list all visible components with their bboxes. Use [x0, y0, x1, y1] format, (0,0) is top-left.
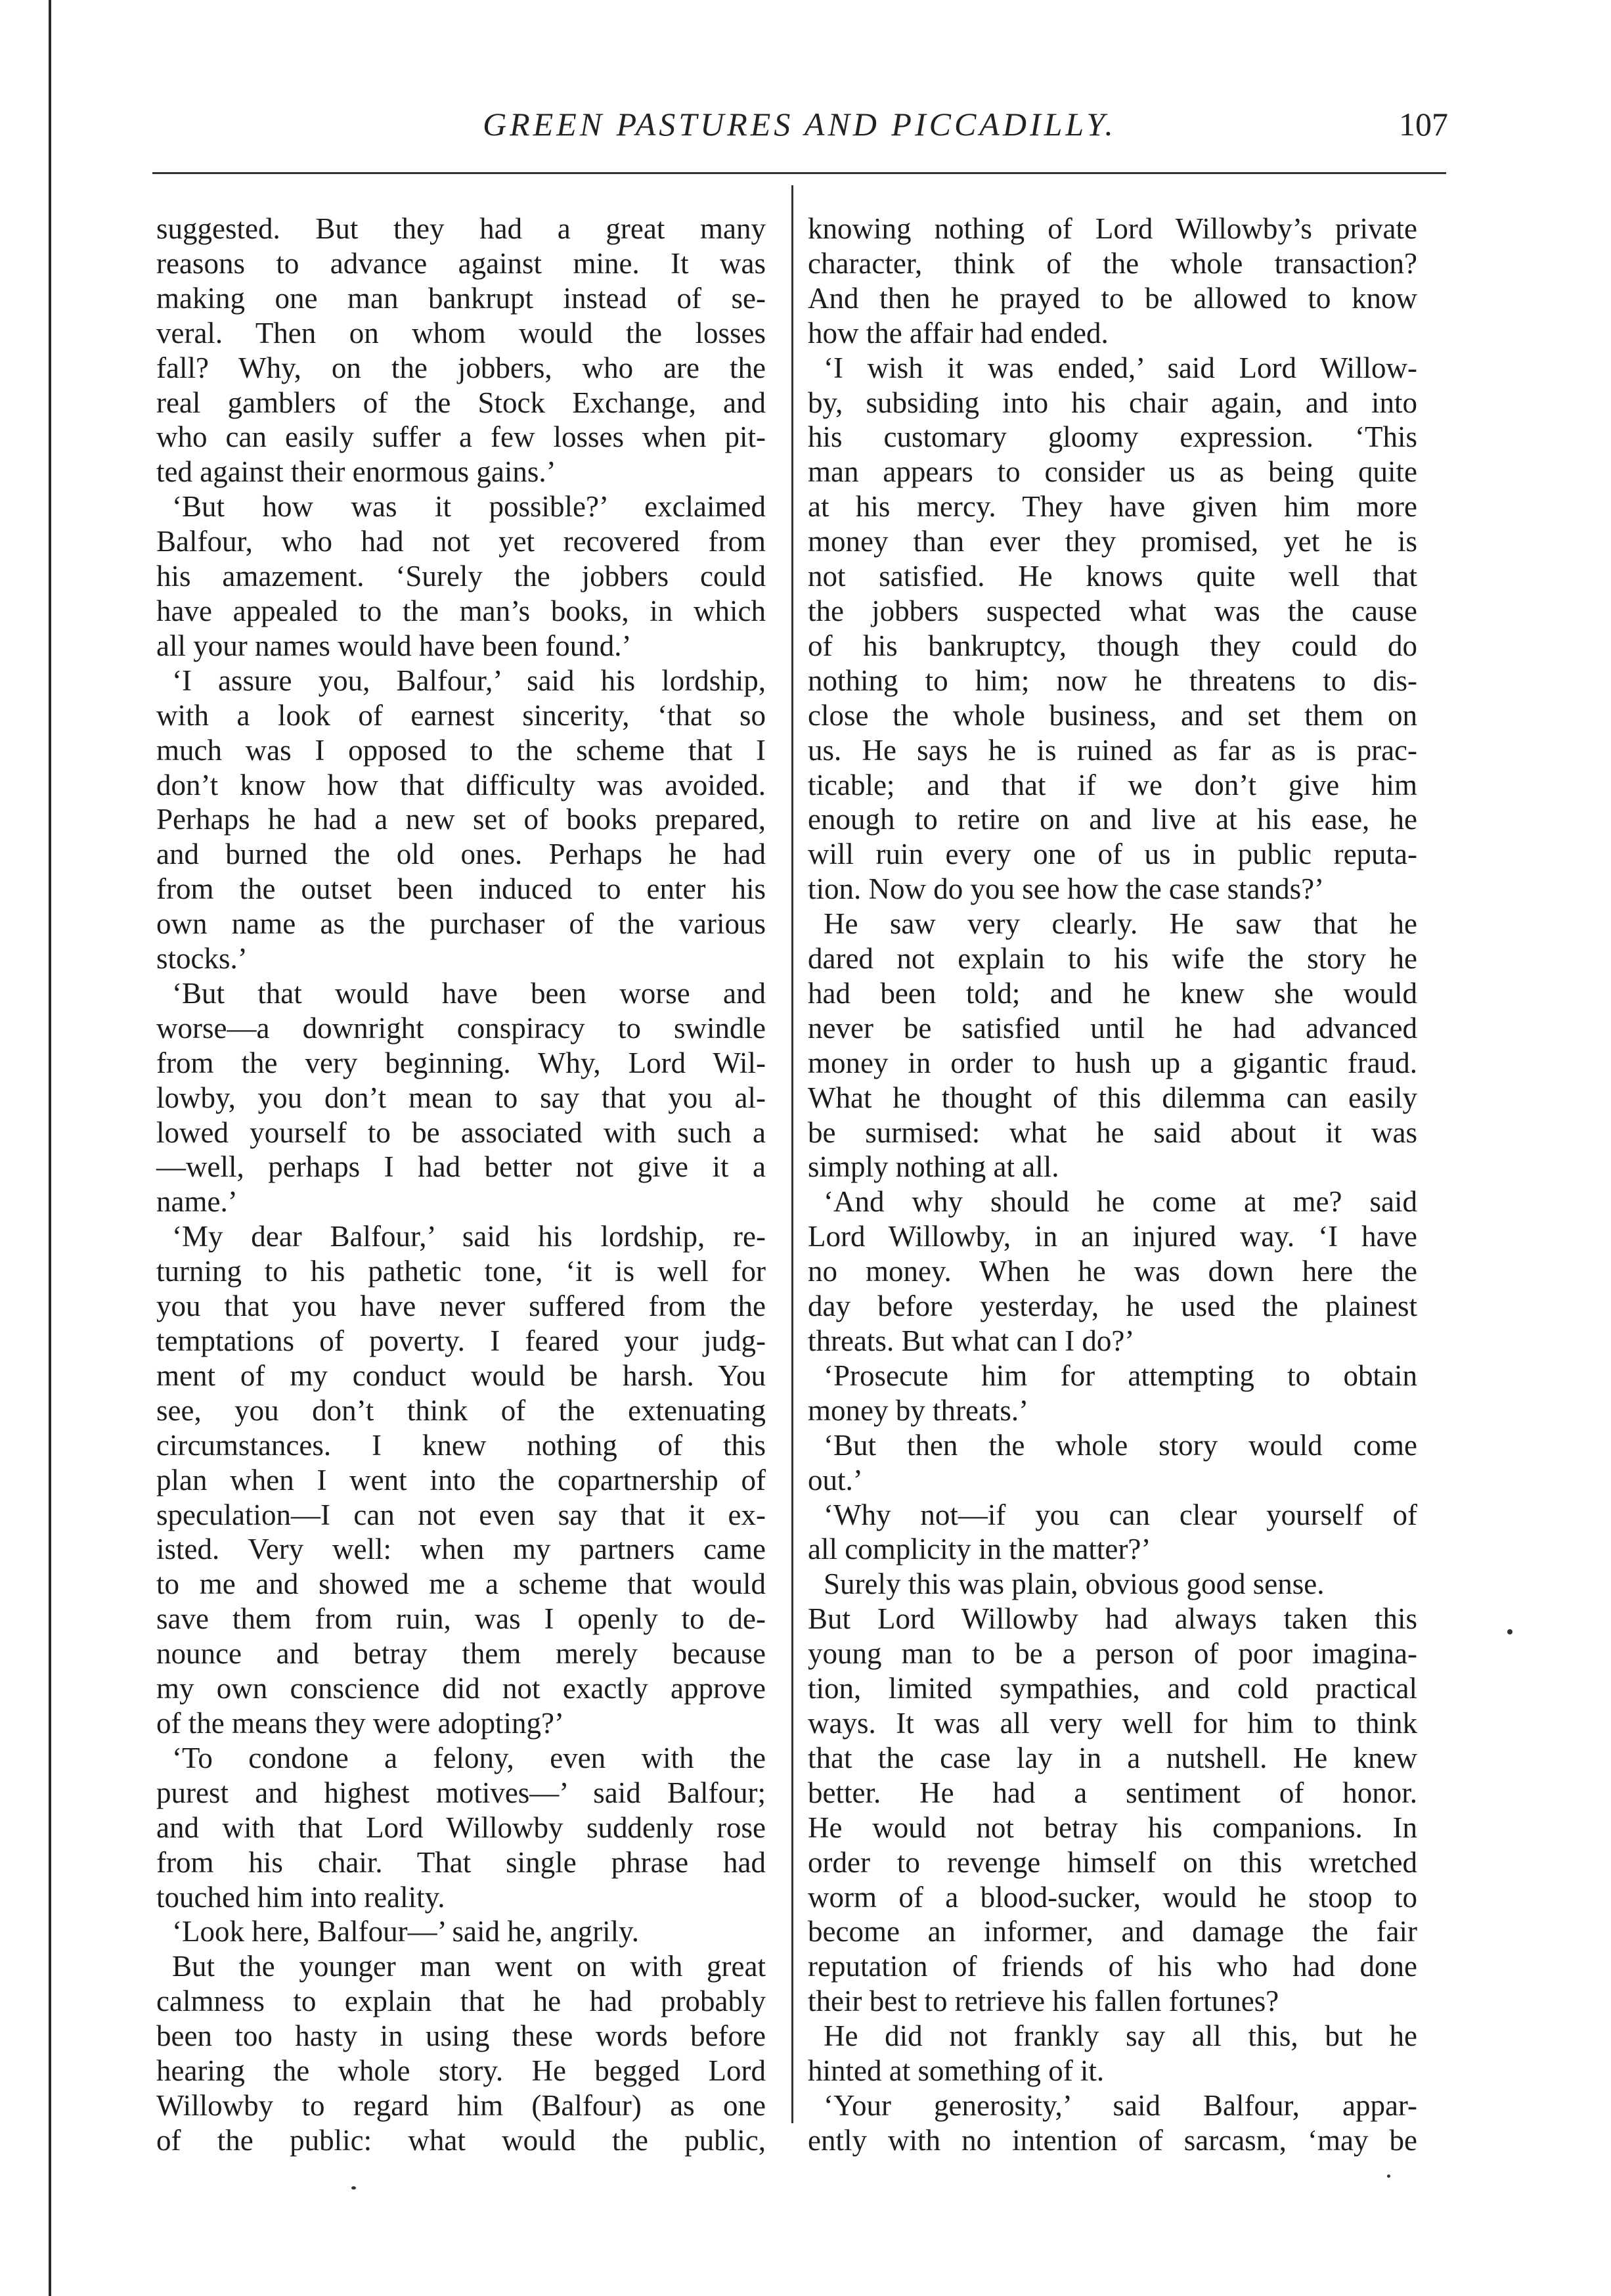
text-line: calmness to explain that he had probably — [156, 1985, 766, 2018]
text-line: worm of a blood-sucker, would he stoop to — [808, 1880, 1417, 1914]
text-line: ‘Your generosity,’ said Balfour, appar- — [824, 2088, 1417, 2122]
text-line: my own conscience did not exactly approve — [156, 1672, 766, 1705]
text-line: What he thought of this dilemma can easily — [808, 1081, 1417, 1114]
text-line: will ruin every one of us in public reputa- — [808, 838, 1417, 871]
text-line: ted against their enormous gains.’ — [156, 455, 556, 489]
text-line: knowing nothing of Lord Willowby’s private — [808, 212, 1417, 245]
text-line: ticable; and that if we don’t give him — [808, 768, 1417, 801]
text-line: become an informer, and damage the fair — [808, 1915, 1417, 1948]
text-line: reputation of friends of his who had done — [808, 1950, 1417, 1983]
text-line: never be satisfied until he had advanced — [808, 1011, 1417, 1045]
text-line: you that you have never suffered from the — [156, 1290, 766, 1323]
text-line: ways. It was all very well for him to think — [808, 1706, 1417, 1740]
text-line: ‘And why should he come at me? said — [824, 1185, 1417, 1219]
text-line: tion, limited sympathies, and cold practical — [808, 1672, 1417, 1705]
text-line: ‘But how was it possible?’ exclaimed — [172, 490, 766, 524]
text-line: ‘But that would have been worse and — [172, 976, 766, 1010]
text-line: dared not explain to his wife the story he — [808, 942, 1417, 976]
text-line: better. He had a sentiment of honor. — [808, 1776, 1417, 1809]
text-line: purest and highest motives—’ said Balfour; — [156, 1776, 766, 1809]
text-line: no money. When he was down here the — [808, 1255, 1417, 1288]
text-line: with a look of earnest sincerity, ‘that so — [156, 698, 766, 732]
text-line: his customary gloomy expression. ‘This — [808, 420, 1417, 454]
text-line: at his mercy. They have given him more — [808, 490, 1417, 524]
text-line: much was I opposed to the scheme that I — [156, 733, 766, 767]
text-line: He would not betray his companions. In — [808, 1811, 1417, 1844]
text-line: He saw very clearly. He saw that he — [824, 907, 1417, 941]
text-line: tion. Now do you see how the case stands?’ — [808, 872, 1325, 906]
text-line: ‘I assure you, Balfour,’ said his lordship, — [172, 664, 766, 697]
text-line: by, subsiding into his chair again, and into — [808, 386, 1417, 419]
text-line: of the public: what would the public, — [156, 2123, 766, 2157]
text-line: order to revenge himself on this wretched — [808, 1845, 1417, 1879]
text-line: be surmised: what he said about it was — [808, 1115, 1417, 1149]
text-line: veral. Then on whom would the losses — [156, 316, 766, 349]
text-line: that the case lay in a nutshell. He knew — [808, 1741, 1417, 1774]
text-line: worse—a downright conspiracy to swindle — [156, 1011, 766, 1045]
text-line: fall? Why, on the jobbers, who are the — [156, 351, 766, 384]
text-line: character, think of the whole transaction? — [808, 246, 1417, 280]
text-line: of the means they were adopting?’ — [156, 1706, 565, 1740]
text-line: and with that Lord Willowby suddenly rose — [156, 1811, 766, 1844]
text-line: ‘Prosecute him for attempting to obtain — [824, 1359, 1417, 1392]
text-line: all your names would have been found.’ — [156, 629, 632, 662]
page-number: 107 — [1399, 106, 1448, 143]
text-line: nounce and betray them merely because — [156, 1637, 766, 1671]
text-line: Lord Willowby, in an injured way. ‘I have — [808, 1220, 1417, 1253]
margin-speck — [351, 2186, 356, 2190]
text-line: ‘Look here, Balfour—’ said he, angrily. — [172, 1915, 640, 1948]
text-line: have appealed to the man’s books, in which — [156, 594, 766, 627]
text-line: enough to retire on and live at his ease, he — [808, 803, 1417, 836]
text-line: young man to be a person of poor imagina- — [808, 1637, 1417, 1671]
text-line: hearing the whole story. He begged Lord — [156, 2054, 766, 2088]
text-line: us. He says he is ruined as far as is prac- — [808, 733, 1417, 767]
text-line: But the younger man went on with great — [172, 1950, 766, 1983]
text-line: isted. Very well: when my partners came — [156, 1533, 766, 1566]
text-line: had been told; and he knew she would — [808, 976, 1417, 1010]
text-line: ently with no intention of sarcasm, ‘may be — [808, 2123, 1417, 2157]
text-line: suggested. But they had a great many — [156, 212, 766, 245]
text-line: name.’ — [156, 1185, 238, 1219]
text-line: ‘My dear Balfour,’ said his lordship, re- — [172, 1220, 766, 1253]
text-line: from the outset been induced to enter his — [156, 872, 766, 906]
margin-speck — [1387, 2174, 1390, 2178]
text-line: touched him into reality. — [156, 1880, 445, 1914]
text-line: lowby, you don’t mean to say that you al- — [156, 1081, 766, 1114]
text-line: and burned the old ones. Perhaps he had — [156, 838, 766, 871]
text-line: turning to his pathetic tone, ‘it is well for — [156, 1255, 766, 1288]
text-line: money by threats.’ — [808, 1393, 1029, 1427]
text-line: their best to retrieve his fallen fortunes? — [808, 1985, 1279, 2018]
text-line: don’t know how that difficulty was avoided. — [156, 768, 766, 801]
text-line: threats. But what can I do?’ — [808, 1324, 1135, 1357]
page-header — [151, 99, 1448, 158]
text-line: Willowby to regard him (Balfour) as one — [156, 2088, 766, 2122]
text-line: see, you don’t think of the extenuating — [156, 1393, 766, 1427]
text-line: Perhaps he had a new set of books prepared, — [156, 803, 766, 836]
text-line: temptations of poverty. I feared your judg- — [156, 1324, 766, 1357]
text-line: stocks.’ — [156, 942, 248, 976]
text-line: Surely this was plain, obvious good sense. — [824, 1567, 1325, 1601]
text-line: speculation—I can not even say that it ex- — [156, 1498, 766, 1531]
text-line: all complicity in the matter?’ — [808, 1533, 1151, 1566]
text-line: been too hasty in using these words before — [156, 2019, 766, 2053]
margin-speck — [1507, 1629, 1512, 1634]
text-line: man appears to consider us as being quite — [808, 455, 1417, 489]
text-line: ‘But then the whole story would come — [824, 1428, 1417, 1462]
text-line: ‘To condone a felony, even with the — [172, 1741, 766, 1774]
text-line: from the very beginning. Why, Lord Wil- — [156, 1046, 766, 1079]
text-line: day before yesterday, he used the plainest — [808, 1290, 1417, 1323]
text-line: lowed yourself to be associated with such a — [156, 1115, 766, 1149]
text-line: Balfour, who had not yet recovered from — [156, 525, 766, 558]
text-line: plan when I went into the copartnership of — [156, 1463, 766, 1497]
text-line: nothing to him; now he threatens to dis- — [808, 664, 1417, 697]
text-line: But Lord Willowby had always taken this — [808, 1602, 1417, 1636]
text-line: ‘Why not—if you can clear yourself of — [824, 1498, 1417, 1531]
text-line: own name as the purchaser of the various — [156, 907, 766, 941]
text-line: And then he prayed to be allowed to know — [808, 281, 1417, 315]
text-line: money in order to hush up a gigantic fraud. — [808, 1046, 1417, 1079]
text-line: who can easily suffer a few losses when pit- — [156, 420, 766, 454]
page-binding-edge — [49, 0, 51, 2296]
right-text-column — [808, 212, 1417, 2158]
text-line: out.’ — [808, 1463, 863, 1497]
text-line: close the whole business, and set them on — [808, 698, 1417, 732]
text-line: making one man bankrupt instead of se- — [156, 281, 766, 315]
text-line: not satisfied. He knows quite well that — [808, 560, 1417, 593]
left-text-column — [156, 212, 766, 2158]
text-line: simply nothing at all. — [808, 1150, 1059, 1184]
text-line: the jobbers suspected what was the cause — [808, 594, 1417, 627]
text-line: money than ever they promised, yet he is — [808, 525, 1417, 558]
text-line: from his chair. That single phrase had — [156, 1845, 766, 1879]
text-line: ‘I wish it was ended,’ said Lord Willow- — [824, 351, 1417, 384]
text-line: real gamblers of the Stock Exchange, and — [156, 386, 766, 419]
text-line: of his bankruptcy, though they could do — [808, 629, 1417, 662]
text-line: how the affair had ended. — [808, 316, 1109, 349]
text-line: ment of my conduct would be harsh. You — [156, 1359, 766, 1392]
header-rule — [152, 172, 1446, 174]
text-line: circumstances. I knew nothing of this — [156, 1428, 766, 1462]
column-divider — [791, 185, 793, 2123]
text-line: save them from ruin, was I openly to de- — [156, 1602, 766, 1636]
text-line: to me and showed me a scheme that would — [156, 1567, 766, 1601]
text-line: —well, perhaps I had better not give it a — [156, 1150, 766, 1184]
text-line: reasons to advance against mine. It was — [156, 246, 766, 280]
text-line: He did not frankly say all this, but he — [824, 2019, 1417, 2053]
text-line: hinted at something of it. — [808, 2054, 1105, 2088]
running-title: GREEN PASTURES AND PICCADILLY. — [483, 106, 1116, 143]
text-line: his amazement. ‘Surely the jobbers could — [156, 560, 766, 593]
